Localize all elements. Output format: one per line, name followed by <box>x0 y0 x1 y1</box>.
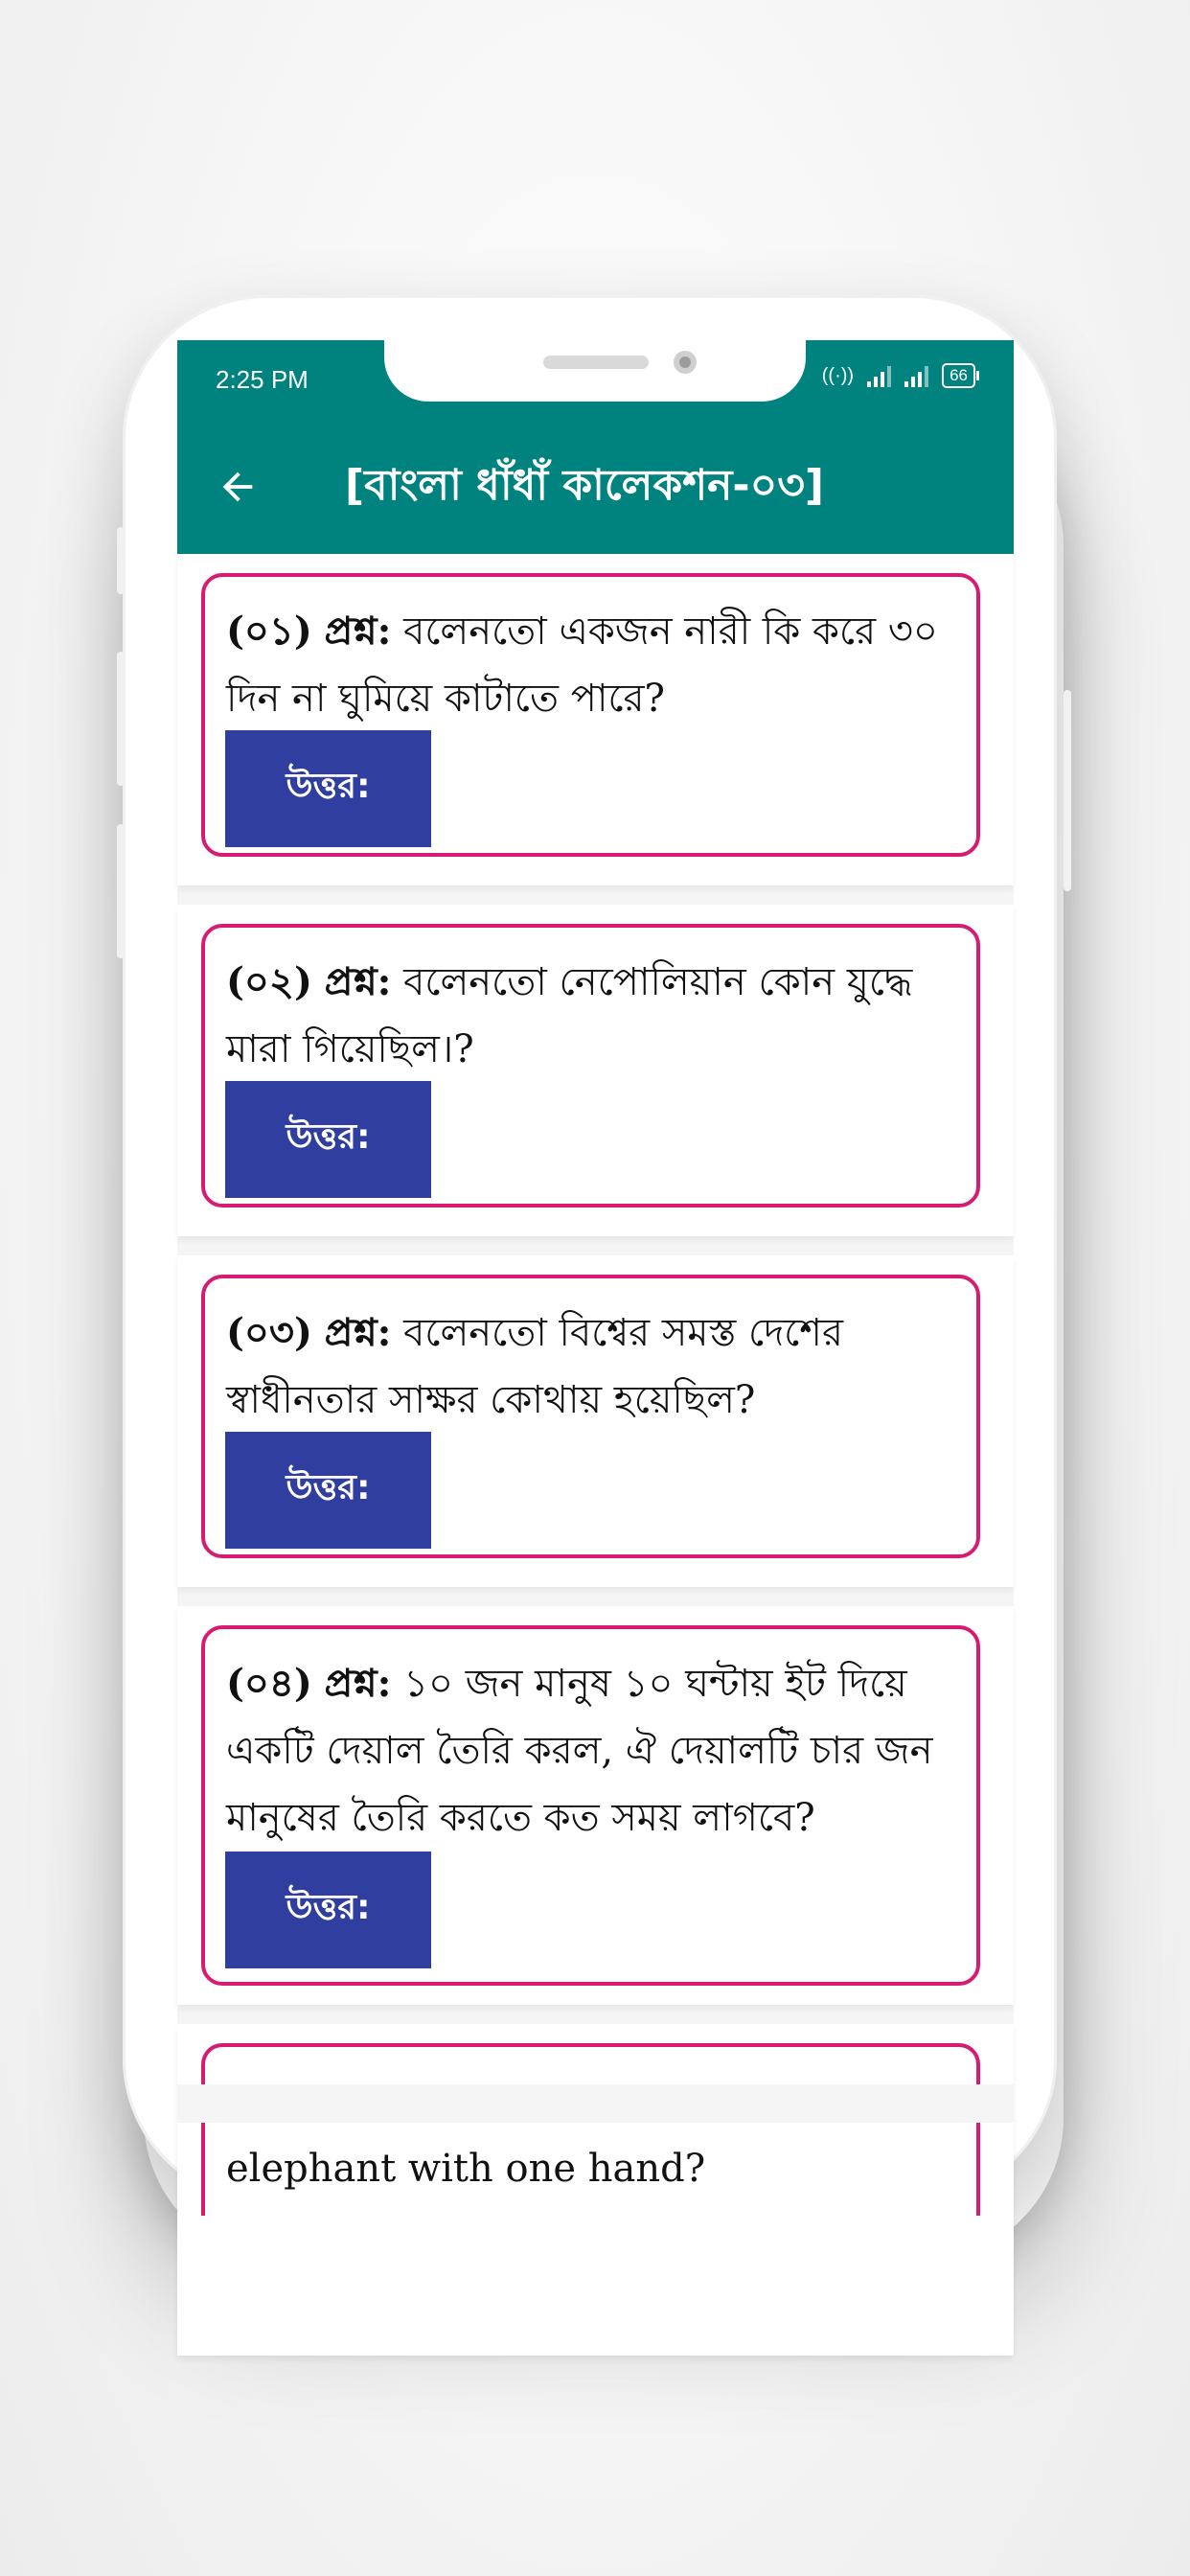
phone-side-button <box>117 527 125 594</box>
phone-power-button <box>1064 690 1071 891</box>
answer-button[interactable]: উত্তর: <box>225 1852 431 1968</box>
question-text: (০৪) প্রশ্ন: ১০ জন মানুষ ১০ ঘন্টায় ইট দিয়ে একটি দেয়াল তৈরি করল, ঐ দেয়ালটি চার জন মানুষের তৈরি করতে কত সময় লাগবে? <box>226 1661 933 1840</box>
list-item <box>177 905 1014 1236</box>
status-time: 2:25 PM <box>216 365 309 394</box>
question-text: (০১) প্রশ্ন: বলেনতো একজন নারী কি করে ৩০ দিন না ঘুমিয়ে কাটাতে পারে? <box>226 609 938 721</box>
question-card <box>201 2043 980 2216</box>
answer-button[interactable]: উত্তর: <box>225 730 431 847</box>
speaker-grille <box>543 356 649 369</box>
question-card <box>201 573 980 857</box>
front-camera <box>674 351 697 374</box>
camera-notch <box>384 340 806 402</box>
list-item <box>177 554 1014 886</box>
signal-icon <box>867 364 891 387</box>
question-card <box>201 1625 980 1986</box>
list-item <box>177 1606 1014 2005</box>
question-card <box>201 924 980 1208</box>
app-bar <box>177 340 1014 554</box>
answer-button[interactable]: উত্তর: <box>225 1081 431 1198</box>
hotspot-icon: ((·)) <box>821 364 855 386</box>
signal-icon <box>904 364 928 387</box>
question-card <box>201 1275 980 1558</box>
page-title: [বাংলা ধাঁধাঁ কালেকশন-০৩] <box>345 461 824 510</box>
status-icons <box>822 363 975 388</box>
phone-side-button <box>117 824 125 958</box>
phone-screen <box>177 340 1014 2191</box>
question-text: (০২) প্রশ্ন: বলেনতো নেপোলিয়ান কোন যুদ্ধে মারা গিয়েছিল।? <box>226 959 913 1071</box>
list-item <box>177 1255 1014 1587</box>
phone-side-button <box>117 652 125 786</box>
answer-button[interactable]: উত্তর: <box>225 1432 431 1549</box>
question-text: (০৩) প্রশ্ন: বলেনতো বিশ্বের সমস্ত দেশের স্বাধীনতার সাক্ষর কোথায় হয়েছিল? <box>226 1310 843 1422</box>
battery-icon: 66 <box>942 363 975 388</box>
back-arrow-icon[interactable] <box>216 465 260 509</box>
list-item <box>177 2024 1014 2356</box>
screen-bottom-edge <box>177 2084 1014 2123</box>
question-text: elephant with one hand? <box>226 2147 706 2191</box>
